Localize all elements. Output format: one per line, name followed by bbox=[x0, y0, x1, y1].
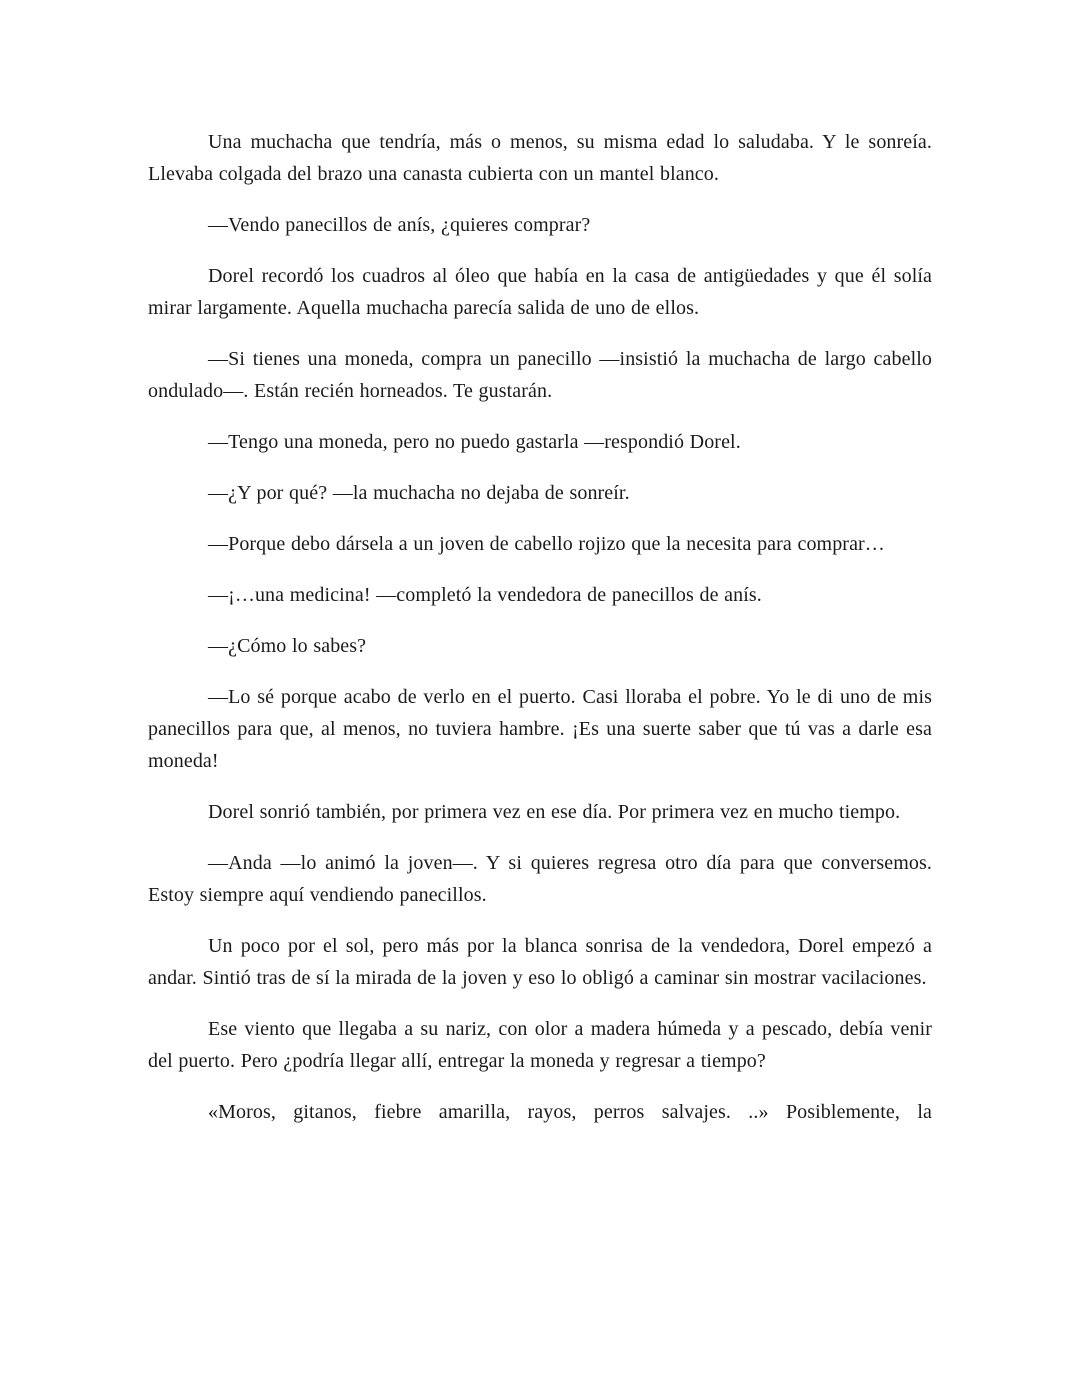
paragraph-narration: Una muchacha que tendría, más o menos, su misma edad lo saludaba. Y le sonreía. Llevaba colgada del brazo una canasta cubierta con un mantel blanco. bbox=[148, 131, 932, 185]
paragraph-dialogue: —¿Cómo lo sabes? bbox=[208, 635, 367, 657]
paragraph-dialogue: —Tengo una moneda, pero no puedo gastarla —respondió Dorel. bbox=[208, 431, 741, 453]
paragraph-narration: Dorel recordó los cuadros al óleo que había en la casa de antigüedades y que él solía mirar largamente. Aquella muchacha parecía salida de uno de ellos. bbox=[148, 265, 932, 319]
paragraph-dialogue: —Vendo panecillos de anís, ¿quieres comprar? bbox=[208, 214, 591, 236]
paragraph-quote-cutoff: «Moros, gitanos, fiebre amarilla, rayos, perros salvajes. ..» Posiblemente, la bbox=[208, 1101, 932, 1123]
paragraph-dialogue: —Anda —lo animó la joven—. Y si quieres regresa otro día para que conversemos. Estoy siempre aquí vendiendo panecillos. bbox=[148, 852, 932, 906]
paragraph-dialogue: —Si tienes una moneda, compra un panecillo —insistió la muchacha de largo cabello ondulado—. Están recién horneados. Te gustarán. bbox=[148, 348, 932, 402]
paragraph-narration: Ese viento que llegaba a su nariz, con olor a madera húmeda y a pescado, debía venir del puerto. Pero ¿podría llegar allí, entregar la moneda y regresar a tiempo? bbox=[148, 1018, 932, 1072]
paragraph-dialogue: —¿Y por qué? —la muchacha no dejaba de sonreír. bbox=[208, 482, 630, 504]
paragraph-dialogue: —Porque debo dársela a un joven de cabello rojizo que la necesita para comprar… bbox=[208, 533, 885, 555]
paragraph-narration: Un poco por el sol, pero más por la blanca sonrisa de la vendedora, Dorel empezó a andar. Sintió tras de sí la mirada de la joven y eso lo obligó a caminar sin mostrar vacilaciones. bbox=[148, 935, 932, 989]
paragraph-dialogue: —¡…una medicina! —completó la vendedora de panecillos de anís. bbox=[208, 584, 762, 606]
paragraph-narration: Dorel sonrió también, por primera vez en ese día. Por primera vez en mucho tiempo. bbox=[208, 801, 901, 823]
paragraph-dialogue: —Lo sé porque acabo de verlo en el puerto. Casi lloraba el pobre. Yo le di uno de mis panecillos para que, al menos, no tuviera hambre. ¡Es una suerte saber que tú vas a darle esa moneda! bbox=[148, 686, 932, 772]
